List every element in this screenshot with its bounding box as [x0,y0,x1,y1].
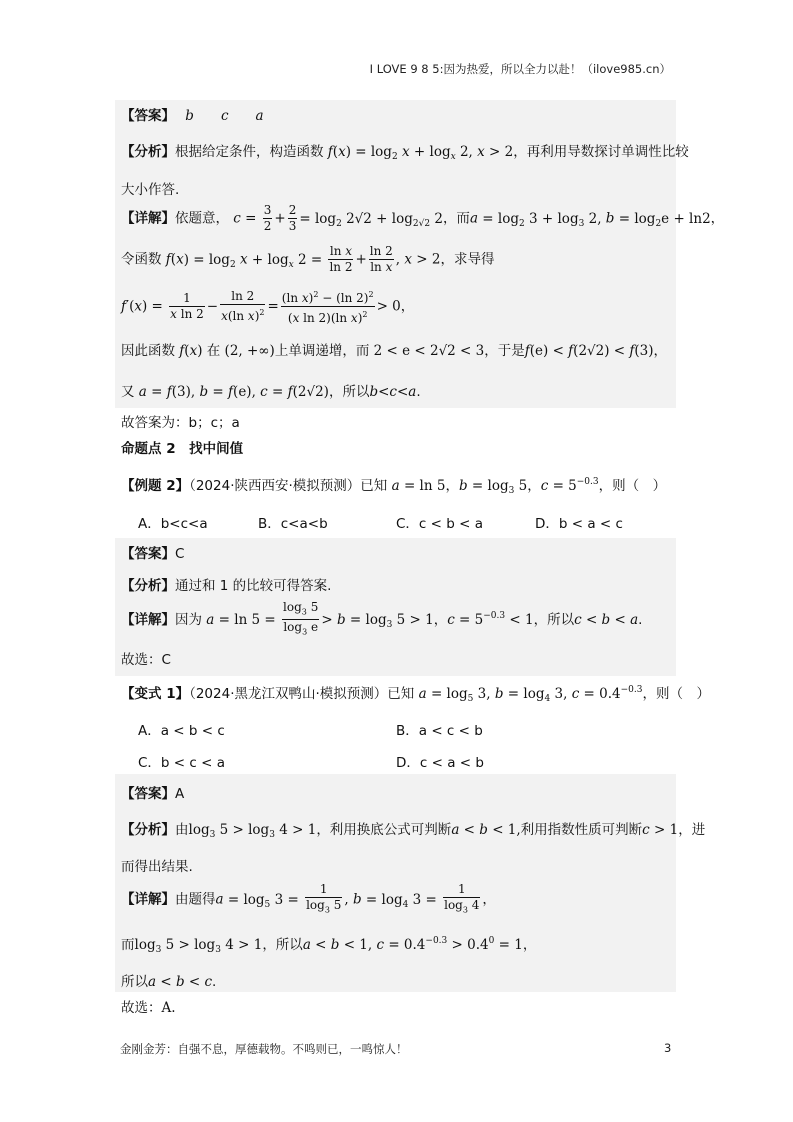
example2-answer: 【答案】C [121,546,185,562]
detail-line-3: f′(x) = $\frac{1}{\text{x ln 2}}$ − $\frac{\ln 2}{x(\ln x)^2}$ = $\frac{(\ln x)^2 - (\ln 2)^2}{(x \ln 2)(\ln x)^2}$ > 0， [121,289,415,325]
detail-line-1: 【详解】依题意， c = $\frac{3}{2}$ + $\frac{2}{3}$ = $\log_2 2√2 + \log_{2√2} 2$，而$a = \log_2 3 + \log_3 2$, $b = \log_2e + \ln 2$， [121,203,725,233]
example2-stem: 【例题 2】（2024·陕西西安·模拟预测）已知 a = ln 5，$b = \log_3 5$，$c = 5^{-0.3}$，则（ ） [121,477,667,496]
example2-option-b[interactable]: B．c<a<b [258,516,328,532]
example2-analysis: 【分析】通过和 1 的比较可得答案. [121,578,332,594]
variant1-option-a[interactable]: A．a < b < c [138,723,225,739]
page-header: I LOVE 9 8 5:因为热爱，所以全力以赴！（ilove985.cn） [369,62,671,76]
variant1-detail-line-2: 而$\log_3 5 > \log_3 4 > 1$，所以a < b < 1, $c = 0.4^{-0.3} > 0.4^0 = 1$， [121,936,537,955]
variant1-stem: 【变式 1】（2024·黑龙江双鸭山·模拟预测）已知 $a = \log_5 3$, $b = \log_4 3$, $c = 0.4^{-0.3}$，则（ ） [121,685,710,704]
variant1-option-d[interactable]: D．c < a < b [396,755,484,771]
page-number: 3 [664,1041,672,1055]
variant1-analysis-line-1: 【分析】由$\log_3 5 > \log_3 4 > 1$，利用换底公式可判断a < b < 1,利用指数性质可判断c > 1，进 [121,822,706,840]
detail-line-2: 令函数 $f(x) = \log_2 x + \log_x 2$ = $\frac{\text{ln x}}{\ln 2}$ + $\frac{\ln 2}{\text{ln x}}$ , x > 2，求导得 [121,244,495,274]
section-title: 命题点 2 找中间值 [121,441,244,457]
variant1-detail-line-3: 所以a < b < c. [121,974,217,990]
variant1-analysis-line-2: 而得出结果. [121,859,193,875]
example2-option-d[interactable]: D．b < a < c [535,516,623,532]
example2-option-a[interactable]: A．b<c<a [138,516,208,532]
variant1-option-b[interactable]: B．a < c < b [396,723,483,739]
detail-line-4: 因此函数 f(x) 在 (2, +∞)上单调递增，而 2 < e < 2√2 < 3，于是f(e) < f(2√2) < f(3)， [121,343,668,359]
example2-conclusion: 故选：C [121,652,171,668]
answer-line-1: 【答案】 b c a [121,108,264,124]
analysis-line-2: 大小作答. [121,182,180,198]
footer-motto: 金刚金芳：自强不息，厚德载物。不鸣则已，一鸣惊人！ [120,1042,408,1056]
analysis-line-1: 【分析】根据给定条件，构造函数 $f(x) = \log_2 x + \log_x 2$, x > 2，再利用导数探讨单调性比较 [121,144,689,162]
variant1-conclusion: 故选：A. [121,1000,176,1016]
variant1-detail-line-1: 【详解】由题得$a = \log_5 3$ = $\frac{1}{\log_3 5}$ , $b = \log_4 3$ = $\frac{1}{\log_3 4}$ ， [121,882,496,915]
conclusion-1: 故答案为：b；c；a [121,415,240,431]
example2-option-c[interactable]: C．c < b < a [396,516,483,532]
variant1-answer: 【答案】A [121,786,185,802]
detail-line-5: 又 a = f(3), b = f(e), c = f(2√2)，所以b<c<a. [121,384,421,400]
example2-detail: 【详解】因为 a = ln 5 = $\frac{\log_3 5}{\log_3 e}$ > $b = \log_3 5 > 1$，$c = 5^{-0.3} < 1$，所以c < b < a. [121,600,643,637]
math-fx-def: f [327,144,333,160]
variant1-option-c[interactable]: C．b < c < a [138,755,225,771]
